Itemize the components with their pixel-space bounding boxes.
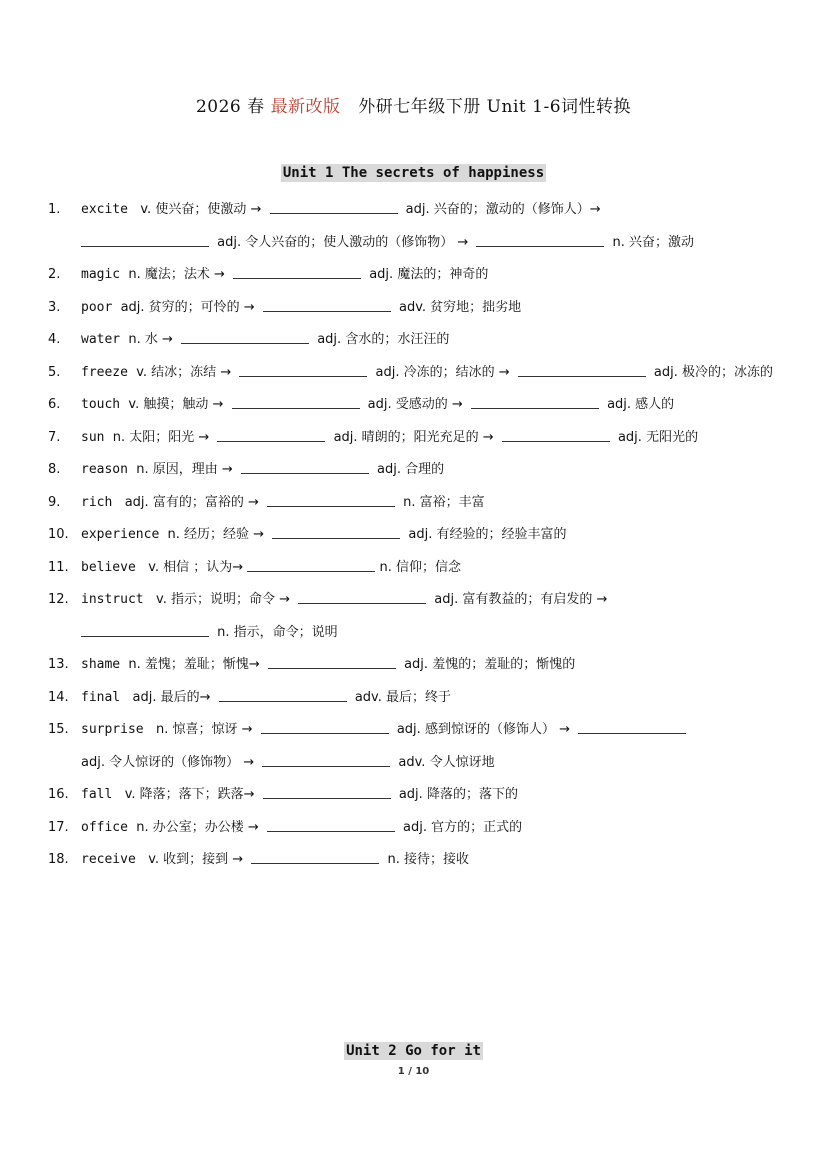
list-item: 18. receive v. 收到；接到 → n. 接待；接收 [48,844,780,877]
list-item: 15. surprise n. 惊喜；惊讶 → adj. 感到惊讶的（修饰人） → adj. 令人惊讶的（修饰物） → adv. 令人惊讶地 [48,714,780,779]
answer-blank[interactable] [81,621,209,637]
answer-blank[interactable] [578,718,686,734]
answer-blank[interactable] [298,588,426,604]
answer-blank[interactable] [270,198,398,214]
answer-blank[interactable] [267,816,395,832]
answer-blank[interactable] [251,848,379,864]
list-item: 17. office n. 办公室；办公楼 → adj. 官方的；正式的 [48,812,780,845]
list-item: 13. shame n. 羞愧；羞耻；惭愧→ adj. 羞愧的；羞耻的；惭愧的 [48,649,780,682]
answer-blank[interactable] [261,718,389,734]
answer-blank[interactable] [502,426,610,442]
answer-blank[interactable] [239,361,367,377]
answer-blank[interactable] [181,328,309,344]
answer-blank[interactable] [233,263,361,279]
word-list [48,194,780,877]
list-item: 6. touch v. 触摸；触动 → adj. 受感动的 → adj. 感人的 [48,389,780,422]
list-item: 2. magic n. 魔法；法术 → adj. 魔法的；神奇的 [48,259,780,292]
page-title [0,92,827,117]
list-item: 4. water n. 水 → adj. 含水的；水汪汪的 [48,324,780,357]
list-item: 10. experience n. 经历；经验 → adj. 有经验的；经验丰富的 [48,519,780,552]
title-rest: 外研七年级下册 Unit 1-6词性转换 [358,97,632,117]
answer-blank[interactable] [267,491,395,507]
list-item: 5. freeze v. 结冰；冻结 → adj. 冷冻的；结冰的 → adj. 极冷的；冰冻的 [48,357,780,390]
answer-blank[interactable] [518,361,646,377]
answer-blank[interactable] [247,556,375,572]
answer-blank[interactable] [476,231,604,247]
unit1-heading: Unit 1 The secrets of happiness [282,165,545,181]
list-item: 12. instruct v. 指示；说明；命令 → adj. 富有教益的；有启发的 → n. 指示，命令；说明 [48,584,780,649]
answer-blank[interactable] [268,653,396,669]
answer-blank[interactable] [263,296,391,312]
answer-blank[interactable] [81,231,209,247]
answer-blank[interactable] [217,426,325,442]
list-item: 11. believe v. 相信 ；认为→ n. 信仰；信念 [48,552,780,585]
answer-blank[interactable] [272,523,400,539]
answer-blank[interactable] [262,751,390,767]
answer-blank[interactable] [232,393,360,409]
answer-blank[interactable] [263,783,391,799]
list-item: 7. sun n. 太阳；阳光 → adj. 晴朗的；阳光充足的 → adj. 无阳光的 [48,422,780,455]
answer-blank[interactable] [241,458,369,474]
list-item: 9. rich adj. 富有的；富裕的 → n. 富裕；丰富 [48,487,780,520]
unit2-heading: Unit 2 Go for it [346,1043,481,1059]
list-item: 14. final adj. 最后的→ adv. 最后；终于 [48,682,780,715]
title-year: 2026 春 [195,97,265,117]
answer-blank[interactable] [471,393,599,409]
title-highlight: 最新改版 [270,97,341,117]
list-item: 16. fall v. 降落；落下；跌落→ adj. 降落的；落下的 [48,779,780,812]
list-item: 3. poor adj. 贫穷的；可怜的 → adv. 贫穷地；拙劣地 [48,292,780,325]
page-number: 1 / 10 [397,1066,430,1077]
answer-blank[interactable] [219,686,347,702]
list-item: 8. reason n. 原因，理由 → adj. 合理的 [48,454,780,487]
list-item: 1. excite v. 使兴奋；使激动 → adj. 兴奋的；激动的（修饰人）→ adj. 令人兴奋的；使人激动的（修饰物） → n. 兴奋；激动 [48,194,780,259]
